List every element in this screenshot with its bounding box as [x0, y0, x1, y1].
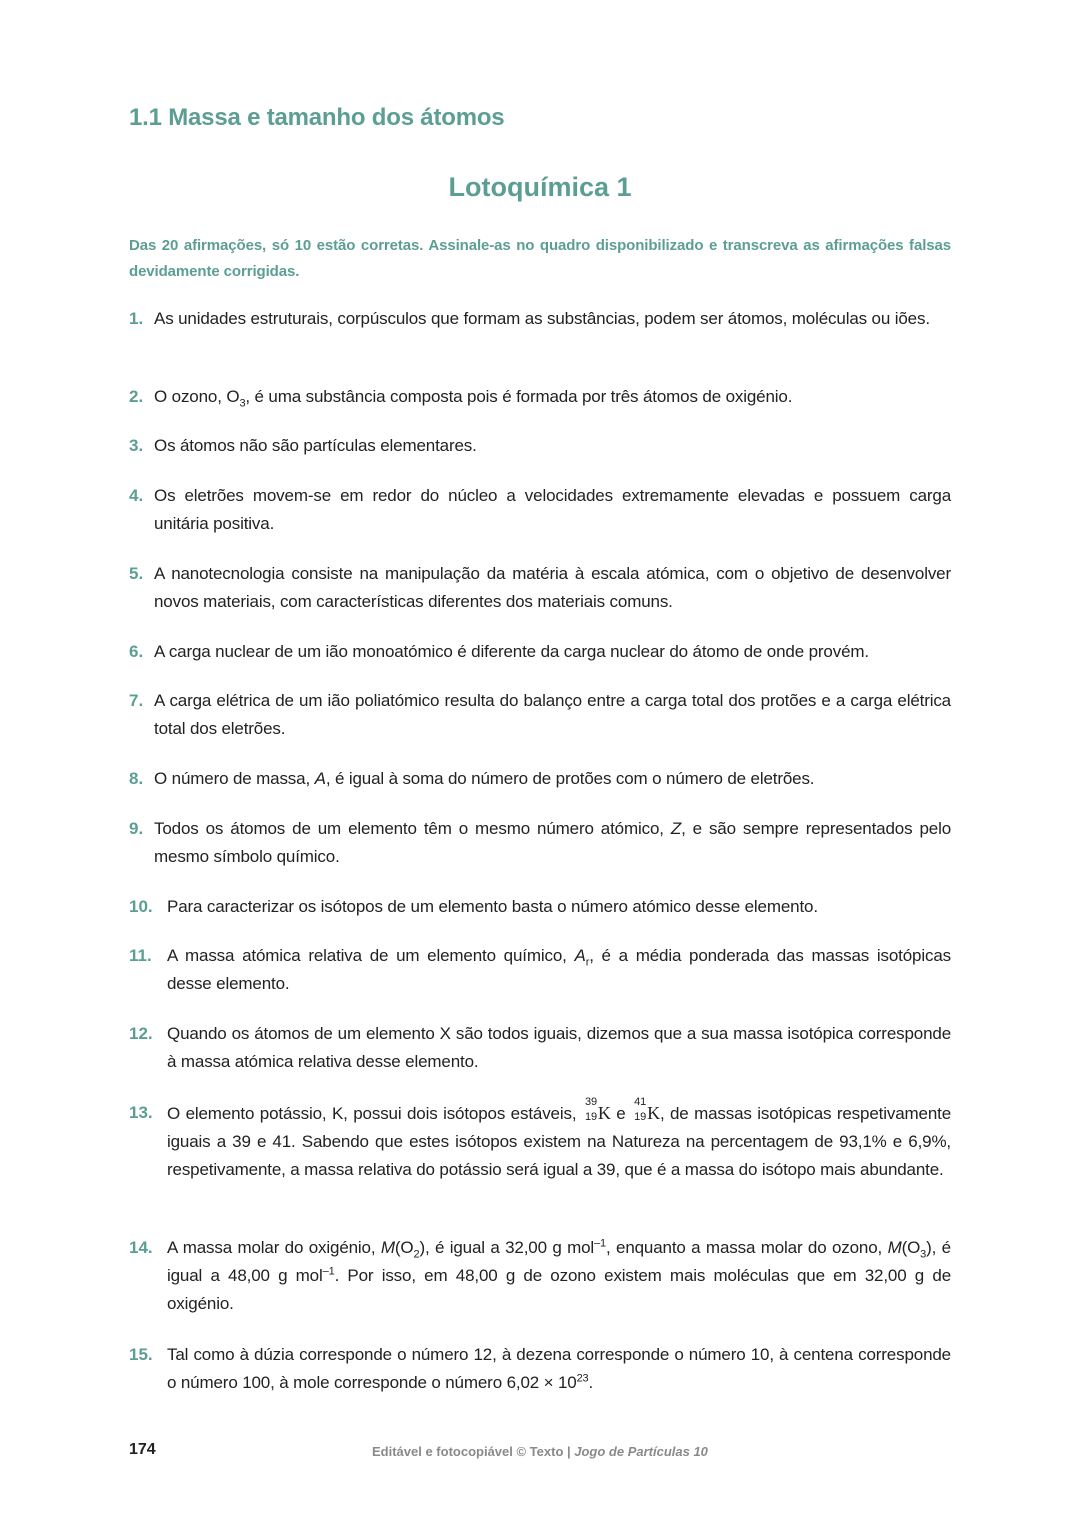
statement-2: [129, 383, 951, 411]
statement-9: [129, 815, 951, 871]
statement-text: A massa molar do oxigénio, $M(O_2)$, é igual a 32,00 g mol$^{-1}$, enquanto a massa molar do ozono, $M(O_3)$, é igual a 48,00 g mol$^{-1}$. Por isso, em 48,00 g de ozono existem mais moléculas que em 32,00 g de oxigénio.: [167, 1237, 951, 1313]
statement-text: Quando os átomos de um elemento X são todos iguais, dizemos que a sua massa isotópica corresponde à massa atómica relativa desse elemento.: [167, 1024, 951, 1071]
statement-text: Os átomos não são partículas elementares.: [154, 436, 477, 455]
statement-text: O elemento potássio, K, possui dois isótopos estáveis, 39 19 K e 41 19 K, de massas isotópicas respetivamente iguais a 39 e 41. Sabendo que estes isótopos existem na Natureza na percentagem de 93,1% e 6,9%, respetivamente, a massa relativa do potássio será igual a 39, que é a massa do isótopo mais abundante.: [167, 1096, 951, 1179]
statement-10: [129, 893, 951, 921]
statement-1: [129, 305, 951, 333]
isotope-notation: 41 19: [634, 1096, 647, 1123]
statement-number: 3.: [129, 436, 144, 455]
footer-credit: Editável e fotocopiável © Texto | Jogo de Partículas 10: [372, 1444, 708, 1459]
statement-number: 4.: [129, 486, 144, 505]
statement-number: 12.: [129, 1024, 153, 1043]
statement-text: O número de massa, A, é igual à soma do número de protões com o número de eletrões.: [154, 769, 815, 788]
isotope-notation: 39 19: [584, 1096, 597, 1123]
statement-text: Para caracterizar os isótopos de um elemento basta o número atómico desse elemento.: [167, 897, 818, 916]
statement-number: 1.: [129, 309, 144, 328]
statement-text: As unidades estruturais, corpúsculos que formam as substâncias, podem ser átomos, moléculas ou iões.: [154, 309, 930, 328]
statement-number: 5.: [129, 564, 144, 583]
instructions: Das 20 afirmações, só 10 estão corretas. Assinale-as no quadro disponibilizado e transcreva as afirmações falsas devidamente corrigidas.: [129, 237, 951, 280]
statement-number: 8.: [129, 769, 144, 788]
statement-text: A nanotecnologia consiste na manipulação da matéria à escala atómica, com o objetivo de desenvolver novos materiais, com características diferentes dos materiais comuns.: [154, 564, 951, 611]
statement-text: A massa atómica relativa de um elemento químico, $A_r$, é a média ponderada das massas isotópicas desse elemento.: [167, 946, 951, 993]
statement-12: [129, 1020, 951, 1076]
statement-4: [129, 482, 951, 538]
statement-text: Todos os átomos de um elemento têm o mesmo número atómico, Z, e são sempre representados pelo mesmo símbolo químico.: [154, 819, 951, 866]
statement-number: 2.: [129, 387, 144, 406]
statement-number: 14.: [129, 1238, 153, 1257]
statement-number: 6.: [129, 642, 144, 661]
statement-8: [129, 765, 951, 793]
statement-11: [129, 942, 951, 998]
page-number: 174: [129, 1441, 156, 1458]
statement-13: [129, 1096, 951, 1184]
statement-15: [129, 1341, 951, 1397]
main-title: Lotoquímica 1: [448, 172, 632, 202]
statement-3: [129, 432, 951, 460]
statement-7: [129, 687, 951, 743]
book-title: Jogo de Partículas 10: [574, 1444, 708, 1459]
statement-text: A carga elétrica de um ião poliatómico resulta do balanço entre a carga total dos protões e a carga elétrica total dos eletrões.: [154, 691, 951, 738]
statement-number: 11.: [129, 946, 152, 965]
statement-5: [129, 560, 951, 616]
statement-number: 13.: [129, 1103, 153, 1122]
statement-number: 9.: [129, 819, 144, 838]
statement-text: A carga nuclear de um ião monoatómico é diferente da carga nuclear do átomo de onde provém.: [154, 642, 869, 661]
statement-14: [129, 1234, 951, 1318]
statement-number: 10.: [129, 897, 153, 916]
statement-6: [129, 638, 951, 666]
section-title: 1.1 Massa e tamanho dos átomos: [129, 104, 505, 131]
statement-text: Tal como à dúzia corresponde o número 12, à dezena corresponde o número 10, à centena corresponde o número 100, à mole corresponde o número $6,02 \times 10^{23}$.: [167, 1345, 951, 1392]
statement-number: 15.: [129, 1345, 153, 1364]
statement-number: 7.: [129, 691, 144, 710]
statement-text: O ozono, $O_3$, é uma substância composta pois é formada por três átomos de oxigénio.: [154, 387, 793, 410]
statement-text: Os eletrões movem-se em redor do núcleo a velocidades extremamente elevadas e possuem carga unitária positiva.: [154, 486, 951, 533]
